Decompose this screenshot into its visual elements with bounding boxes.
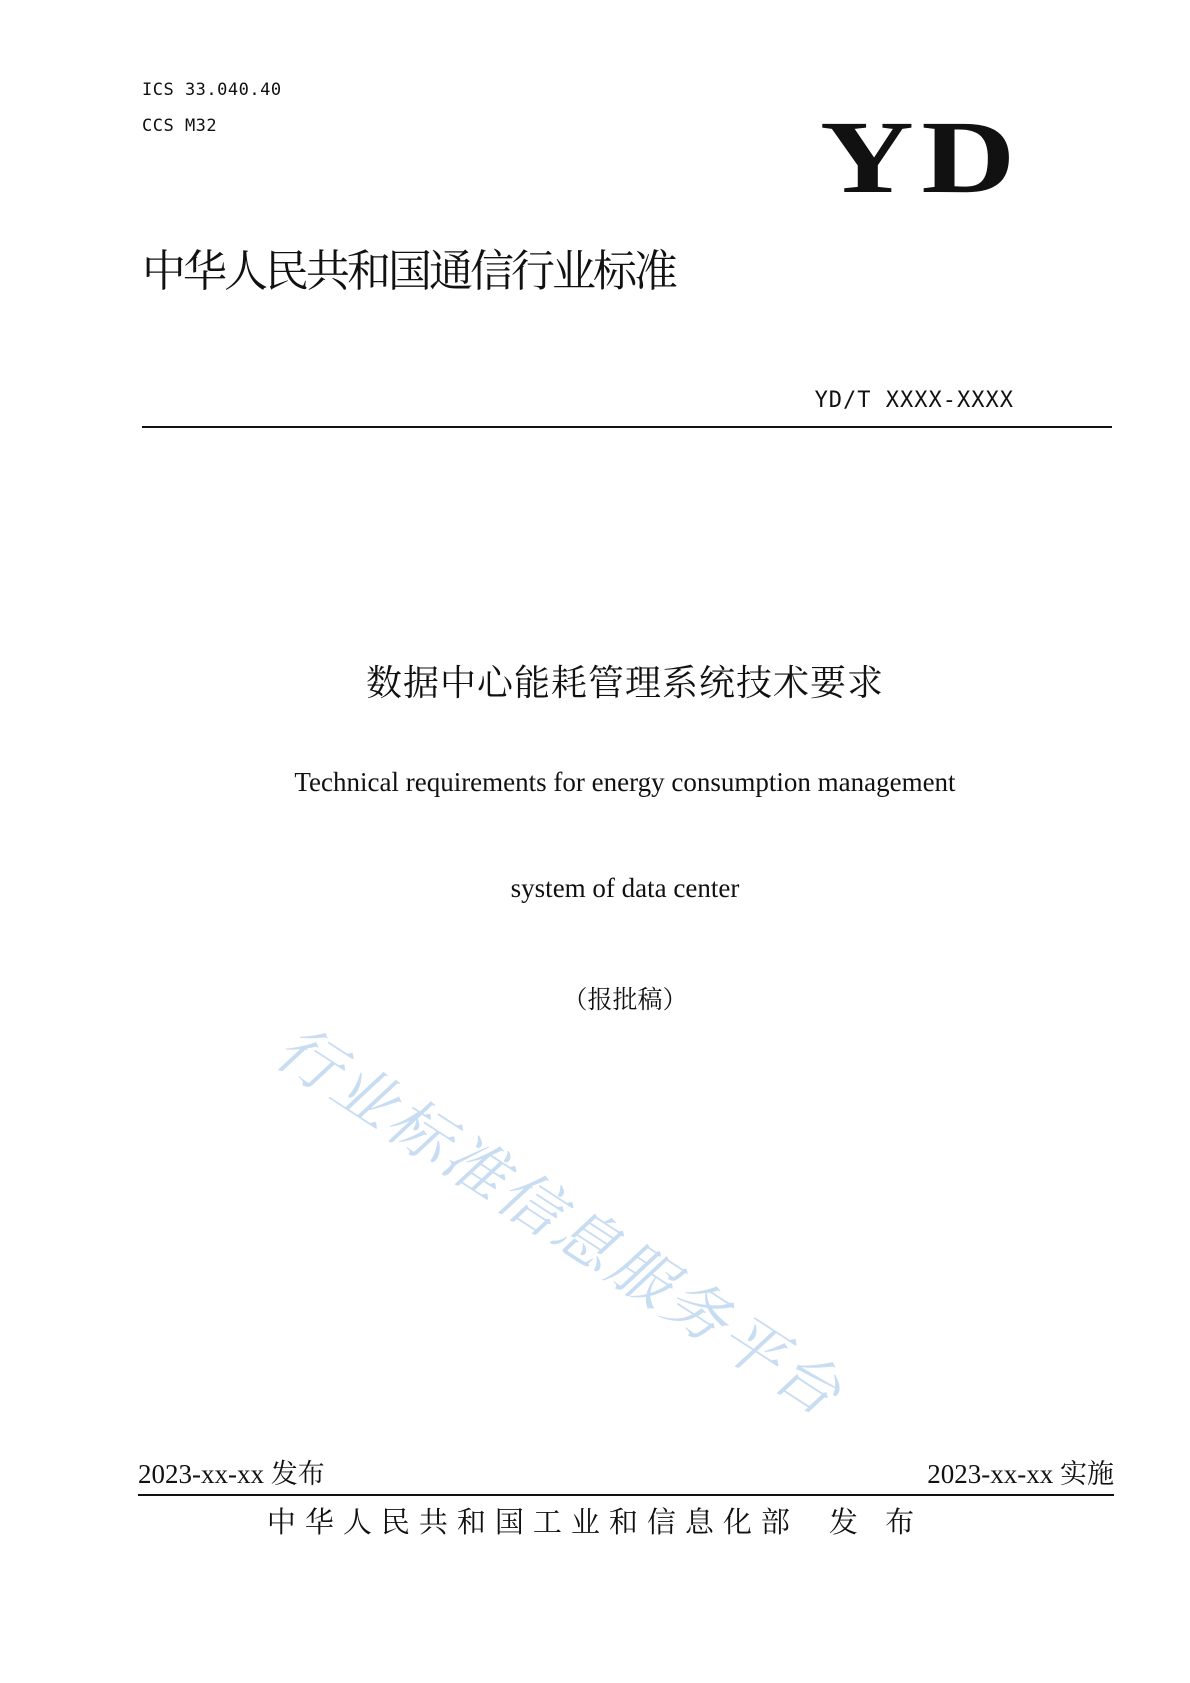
watermark: 行业标准信息服务平台 — [263, 1010, 857, 1432]
standard-number: YD/T XXXX-XXXX — [814, 388, 1014, 413]
footer-divider — [138, 1494, 1114, 1496]
implement-date: 2023-xx-xx 实施 — [927, 1459, 1114, 1489]
publish-date: 2023-xx-xx 发布 — [138, 1459, 325, 1489]
ccs-code: CCS M32 — [142, 116, 218, 136]
standard-type: 中华人民共和国通信行业标准 — [142, 246, 675, 297]
title-english-line2: system of data center — [510, 873, 740, 903]
issuer-action: 发 布 — [828, 1505, 924, 1539]
header-divider — [142, 426, 1112, 428]
ics-code: ICS 33.040.40 — [142, 80, 282, 100]
title-chinese: 数据中心能耗管理系统技术要求 — [365, 663, 884, 704]
draft-status: （报批稿） — [562, 985, 688, 1014]
issuer-line — [0, 1500, 1190, 1541]
yd-logo: YD — [820, 100, 1023, 215]
title-english-line1: Technical requirements for energy consumption management — [294, 767, 956, 797]
issuer-name: 中华人民共和国工业和信息化部 — [266, 1505, 799, 1539]
